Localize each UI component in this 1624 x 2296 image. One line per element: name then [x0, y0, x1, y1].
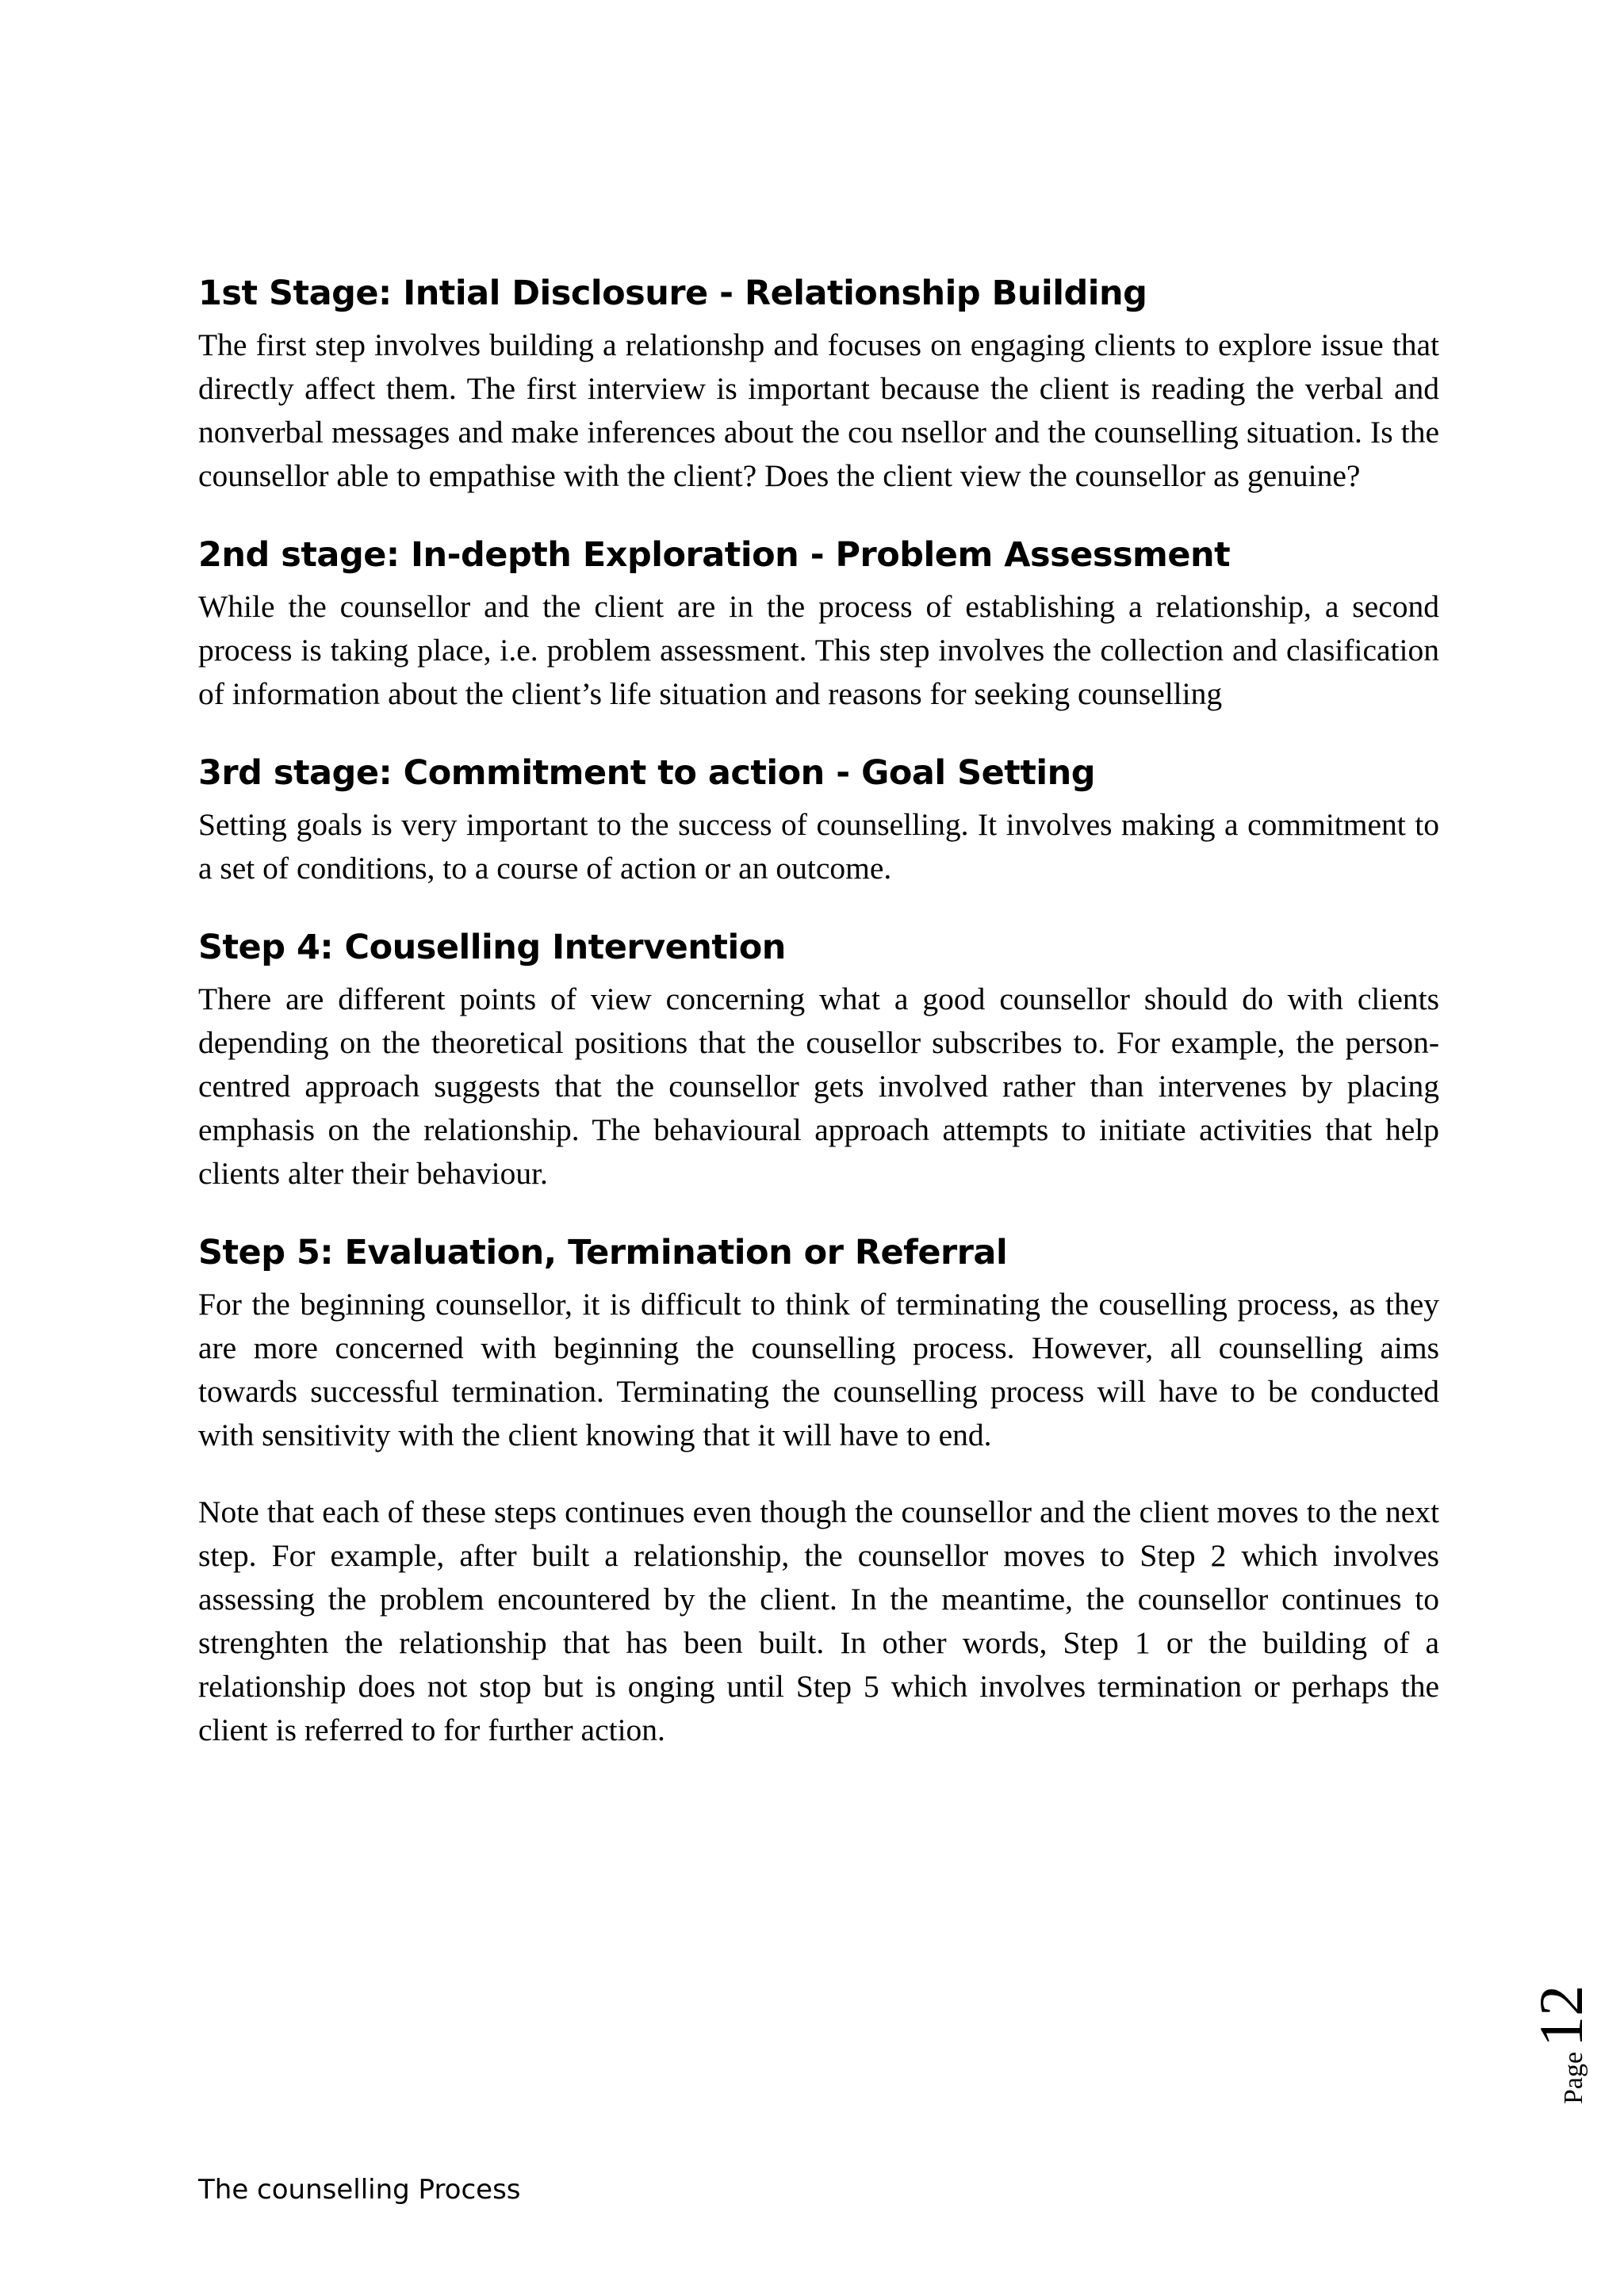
section-body-stage-3: Setting goals is very important to the success of counselling. It involves making a commitment to a set of conditions, to a course of action or an outcome.: [198, 807, 1439, 886]
section-heading-step-4: Step 4: Couselling Intervention: [198, 928, 786, 967]
section-body-stage-1: The first step involves building a relationshp and focuses on engaging clients to explore issue that directly affect them. The first interview is important because the client is reading the verbal and nonverbal messages and make inferences about the cou nsellor and the counselling situation. Is the counsellor able to empathise with the client? Does the client view the counsellor as genuine?: [198, 327, 1439, 493]
page-label: Page: [1559, 2051, 1588, 2104]
section-body-step-4: There are different points of view concerning what a good counsellor should do with clients depending on the theoretical positions that the cousellor subscribes to. For example, the person-centred approach suggests that the counsellor gets involved rather than intervenes by placing emphasis on the relationship. The behavioural approach attempts to initiate activities that help clients alter their behaviour.: [198, 982, 1439, 1191]
closing-note: Note that each of these steps continues even though the counsellor and the client moves to the next step. For example, after built a relationship, the counsellor moves to Step 2 which involves assessing the problem encountered by the client. In the meantime, the counsellor continues to strenghten the relationship that has been built. In other words, Step 1 or the building of a relationship does not stop but is onging until Step 5 which involves termination or perhaps the client is referred to for further action.: [198, 1494, 1439, 1747]
page-content: [198, 270, 1439, 1785]
section-body-stage-2: While the counsellor and the client are in the process of establishing a relationship, a second process is taking place, i.e. problem assessment. This step involves the collection and clasification of information about the client’s life situation and reasons for seeking counselling: [198, 589, 1439, 711]
page-number-rotated: [1526, 1985, 1597, 2104]
page-number: 12: [1526, 1984, 1595, 2047]
section-heading-stage-1: 1st Stage: Intial Disclosure - Relationship Building: [198, 274, 1147, 313]
footer-document-title: The counselling Process: [198, 2174, 521, 2206]
section-body-step-5: For the beginning counsellor, it is difficult to think of terminating the couselling process, as they are more concerned with beginning the counselling process. However, all counselling aims towards successful termination. Terminating the counselling process will have to be conducted with sensitivity with the client knowing that it will have to end.: [198, 1287, 1439, 1452]
section-heading-stage-3: 3rd stage: Commitment to action - Goal Setting: [198, 753, 1096, 793]
section-heading-stage-2: 2nd stage: In-depth Exploration - Problem Assessment: [198, 535, 1231, 575]
section-heading-step-5: Step 5: Evaluation, Termination or Referral: [198, 1233, 1008, 1272]
page-number-block: [1521, 1958, 1595, 2109]
